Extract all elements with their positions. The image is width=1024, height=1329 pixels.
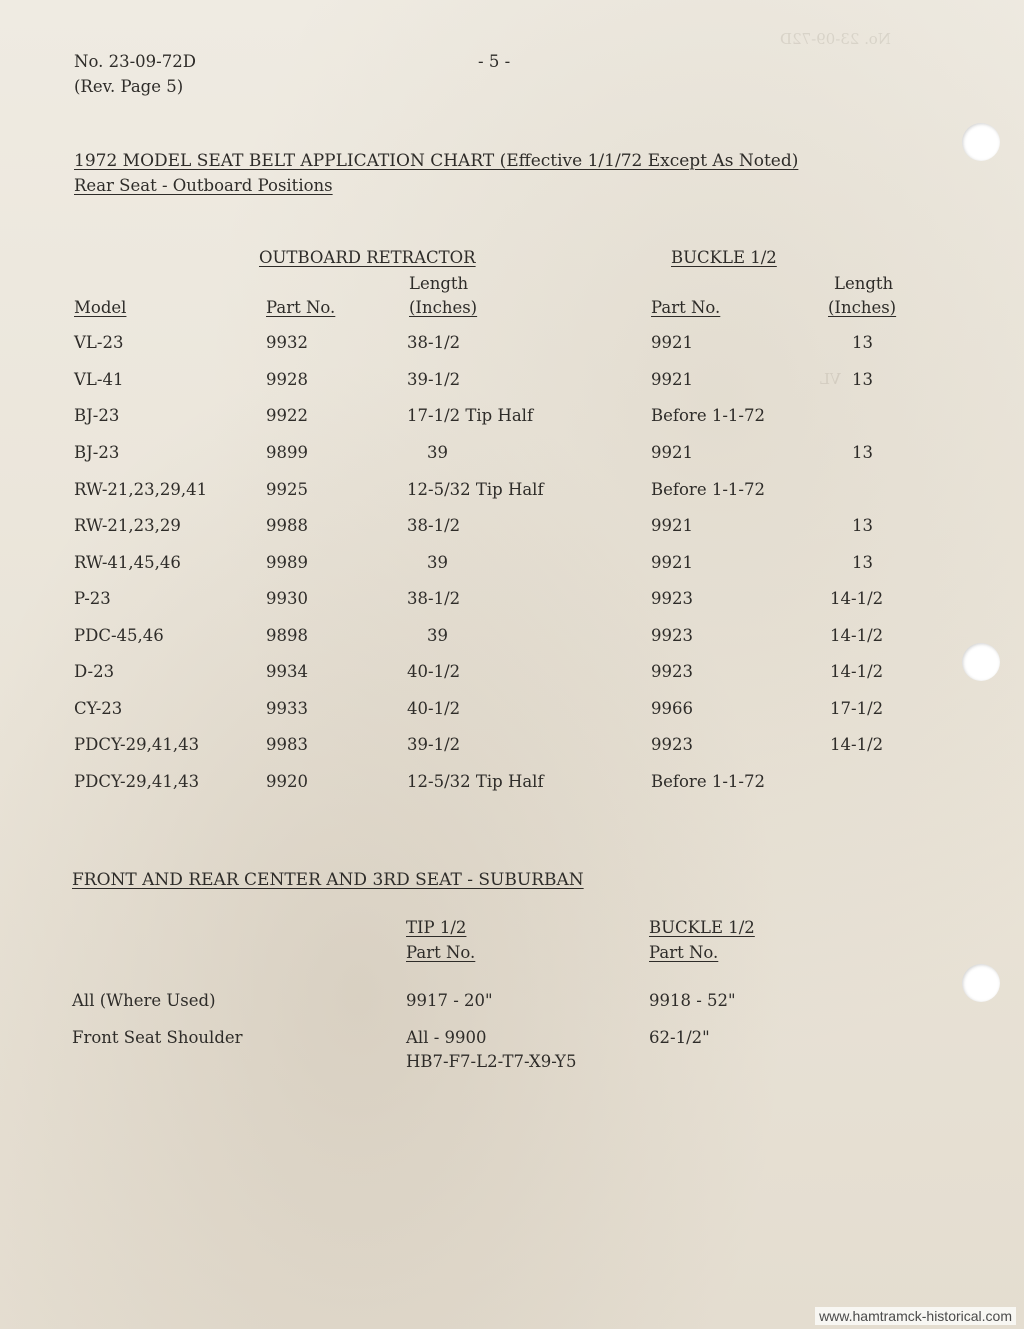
cell-part: 9933	[266, 699, 308, 718]
section2-title: FRONT AND REAR CENTER AND 3RD SEAT - SUBURBAN	[72, 870, 584, 890]
cell-part: 9989	[266, 553, 308, 572]
cell-buckle-part: Before 1-1-72	[651, 406, 765, 425]
cell-buckle-length: 13	[852, 443, 873, 462]
cell-part: 9898	[266, 626, 308, 645]
cell-model: P-23	[74, 589, 111, 608]
col-header-buckle-part-no: Part No.	[649, 943, 719, 962]
col-header-model: Model	[74, 298, 127, 317]
cell-part: 9899	[266, 443, 308, 462]
cell-model: PDC-45,46	[74, 626, 164, 645]
cell-buckle-length: 14-1/2	[830, 735, 884, 754]
chart-title: 1972 MODEL SEAT BELT APPLICATION CHART (Effective 1/1/72 Except As Noted)	[74, 151, 799, 171]
group-header-outboard-retractor: OUTBOARD RETRACTOR	[259, 248, 476, 267]
cell-buckle-length: 14-1/2	[830, 589, 884, 608]
punch-hole-top	[962, 123, 1000, 161]
cell-tip: 9917 - 20"	[406, 991, 493, 1010]
cell-model: VL-23	[74, 333, 124, 352]
cell-model: RW-21,23,29	[74, 516, 181, 535]
cell-buckle-part: 9923	[651, 735, 693, 754]
cell-tip: All - 9900	[406, 1028, 487, 1047]
cell-label: Front Seat Shoulder	[72, 1028, 243, 1047]
cell-part: 9930	[266, 589, 308, 608]
show-through-text: VL	[820, 370, 841, 388]
col-header-buckle-length-bottom: (Inches)	[828, 298, 897, 317]
cell-model: BJ-23	[74, 406, 120, 425]
cell-part: 9983	[266, 735, 308, 754]
cell-length: 39	[427, 553, 448, 572]
cell-buckle-length: 14-1/2	[830, 626, 884, 645]
cell-buckle-part: 9921	[651, 333, 693, 352]
punch-hole-bottom	[962, 964, 1000, 1002]
cell-part: 9988	[266, 516, 308, 535]
section1-subtitle: Rear Seat - Outboard Positions	[74, 176, 333, 195]
col-header-buckle: BUCKLE 1/2	[649, 918, 755, 937]
cell-buckle: 62-1/2"	[649, 1028, 710, 1047]
cell-buckle-length: 17-1/2	[830, 699, 884, 718]
cell-buckle-part: Before 1-1-72	[651, 480, 765, 499]
cell-buckle-part: 9921	[651, 553, 693, 572]
revision-note: (Rev. Page 5)	[74, 77, 184, 96]
cell-buckle-length: 13	[852, 333, 873, 352]
punch-hole-middle	[962, 643, 1000, 681]
cell-buckle-part: 9921	[651, 443, 693, 462]
cell-length: 39	[427, 626, 448, 645]
col-header-length-bottom: (Inches)	[409, 298, 478, 317]
cell-model: RW-41,45,46	[74, 553, 181, 572]
cell-length: 39-1/2	[407, 735, 461, 754]
cell-model: RW-21,23,29,41	[74, 480, 208, 499]
cell-buckle-part: 9923	[651, 626, 693, 645]
cell-model: BJ-23	[74, 443, 120, 462]
cell-buckle-part: 9921	[651, 370, 693, 389]
col-header-tip-part-no: Part No.	[406, 943, 476, 962]
cell-part: 9920	[266, 772, 308, 791]
cell-part: 9934	[266, 662, 308, 681]
col-header-buckle-part-no: Part No.	[651, 298, 721, 317]
doc-number: No. 23-09-72D	[74, 52, 196, 71]
cell-length: 38-1/2	[407, 333, 461, 352]
cell-length: 40-1/2	[407, 699, 461, 718]
cell-length: 17-1/2 Tip Half	[407, 406, 534, 425]
cell-model: VL-41	[74, 370, 124, 389]
cell-model: PDCY-29,41,43	[74, 735, 200, 754]
page-number: - 5 -	[478, 52, 511, 71]
col-header-length-top: Length	[409, 274, 469, 293]
cell-label: All (Where Used)	[72, 991, 216, 1010]
cell-tip-line2: HB7-F7-L2-T7-X9-Y5	[406, 1052, 577, 1071]
cell-buckle-part: Before 1-1-72	[651, 772, 765, 791]
show-through-text: No. 23-09-72D	[780, 30, 891, 48]
cell-part: 9925	[266, 480, 308, 499]
cell-buckle-length: 13	[852, 553, 873, 572]
group-header-buckle: BUCKLE 1/2	[671, 248, 777, 267]
cell-buckle: 9918 - 52"	[649, 991, 736, 1010]
cell-buckle-length: 14-1/2	[830, 662, 884, 681]
cell-buckle-part: 9966	[651, 699, 693, 718]
cell-length: 12-5/32 Tip Half	[407, 772, 544, 791]
cell-buckle-length: 13	[852, 370, 873, 389]
site-watermark: www.hamtramck-historical.com	[815, 1307, 1016, 1325]
cell-buckle-part: 9923	[651, 589, 693, 608]
cell-length: 40-1/2	[407, 662, 461, 681]
cell-buckle-part: 9921	[651, 516, 693, 535]
cell-model: CY-23	[74, 699, 123, 718]
cell-length: 38-1/2	[407, 516, 461, 535]
cell-model: PDCY-29,41,43	[74, 772, 200, 791]
cell-part: 9928	[266, 370, 308, 389]
cell-part: 9922	[266, 406, 308, 425]
cell-length: 38-1/2	[407, 589, 461, 608]
cell-buckle-part: 9923	[651, 662, 693, 681]
cell-length: 12-5/32 Tip Half	[407, 480, 544, 499]
col-header-tip: TIP 1/2	[406, 918, 467, 937]
cell-length: 39-1/2	[407, 370, 461, 389]
col-header-buckle-length-top: Length	[834, 274, 894, 293]
cell-part: 9932	[266, 333, 308, 352]
cell-buckle-length: 13	[852, 516, 873, 535]
cell-model: D-23	[74, 662, 115, 681]
cell-length: 39	[427, 443, 448, 462]
col-header-part-no: Part No.	[266, 298, 336, 317]
